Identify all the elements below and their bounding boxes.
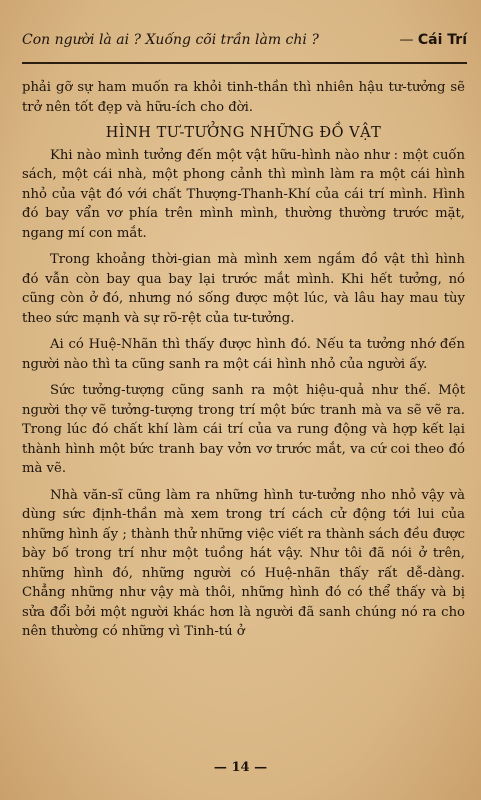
continuation-paragraph: phải gỡ sự ham muốn ra khỏi tinh-thần thì nhiên hậu tư-tưởng sẽ trở nên tốt đẹp và hữu-ích cho đời.: [22, 80, 465, 115]
paragraph: Ai có Huệ-Nhãn thì thấy được hình đó. Nếu ta tưởng nhớ đến người nào thì ta cũng sanh ra một cái hình nhỏ của người ấy.: [22, 337, 465, 372]
page-body: [22, 78, 465, 649]
paragraph: Khi nào mình tưởng đến một vật hữu-hình nào như : một cuốn sách, một cái nhà, một phong cảnh thì mình làm ra một cái hình nhỏ của vật đó với chất Thượng-Thanh-Khí của cái trí mình. Hình đó bay vẩn vơ phía trên mình mình, thường thường trước mặt, ngang mí con mắt.: [22, 147, 465, 241]
running-separator: —: [399, 32, 414, 48]
header-rule: [22, 62, 467, 64]
running-author: Cái Trí: [417, 32, 467, 48]
paragraph: Sức tưởng-tượng cũng sanh ra một hiệu-quả như thế. Một người thợ vẽ tưởng-tượng trong trí một bức tranh mà va sẽ vẽ ra. Trong lúc đó chất khí làm cái trí của va rung động và hợp kết lại thành hình một bức tranh bay vởn vơ trước mắt, va cứ coi theo đó mà vẽ.: [22, 383, 465, 476]
paragraph: Nhà văn-sĩ cũng làm ra những hình tư-tưởng nho nhỏ vậy và dùng sức định-thần mà xem trong trí cách cử động tới lui của những hình ấy ; thành thử những việc viết ra thành sách đều được bày bố trong trí như một tuồng hát vậy. Như tôi đã nói ở trên, những hình đó, những người có Huệ-nhãn thấy rất dễ-dàng. Chẳng những như vậy mà thôi, những hình đó có thể thấy và bị sửa đổi bởi một người khác hơn là người đã sanh chúng nó ra cho nên thường có những vì Tinh-tú ở: [22, 487, 465, 639]
running-author-wrap: [399, 30, 467, 50]
running-title: Con người là ai ? Xuống cõi trần làm chi ?: [22, 32, 319, 48]
page-number: — 14 —: [213, 760, 268, 775]
running-head: [22, 30, 467, 64]
paragraph: Trong khoảng thời-gian mà mình xem ngắm đồ vật thì hình đó vẫn còn bay qua bay lại trước mắt mình. Khi hết tưởng, nó cũng còn ở đó, nhưng nó sống được một lúc, và lâu hay mau tùy theo sức mạnh và sự rõ-rệt của tư-tưởng.: [22, 252, 465, 326]
section-heading: HÌNH TƯ-TƯỞNG NHỮNG ĐỒ VẬT: [105, 125, 382, 141]
